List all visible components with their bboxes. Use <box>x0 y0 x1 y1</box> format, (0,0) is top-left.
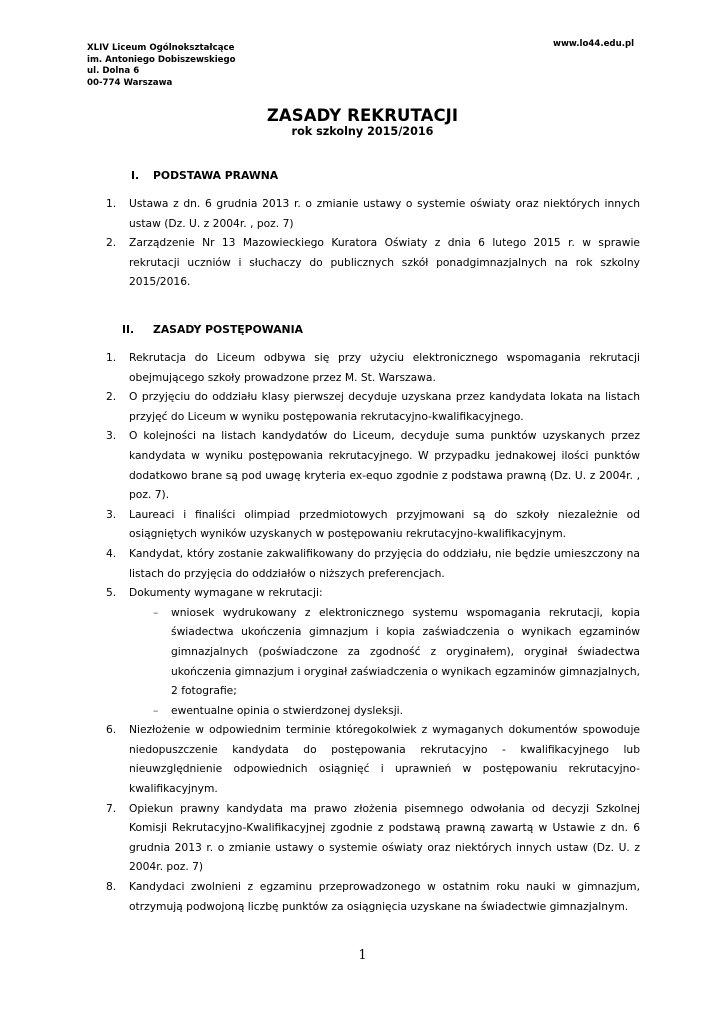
list-item <box>106 387 640 426</box>
dash-bullet: – <box>153 605 159 619</box>
item-text: Rekrutacja do Liceum odbywa się przy użyciu elektronicznego wspomagania rekrutacji obejmującego szkoły prowadzone przez M. St. Warszawa. <box>129 351 640 384</box>
school-name: XLIV Liceum Ogólnokształcące <box>87 43 235 53</box>
item-text: O przyjęciu do oddziału klasy pierwszej decyduje uzyskana przez kandydata lokata na listach przyjęć do Liceum w wyniku postępowania rekrutacyjno-kwalifikacyjnego. <box>129 390 640 423</box>
document-subitem <box>129 603 640 701</box>
item-number: 1. <box>106 197 117 210</box>
list-item <box>106 194 640 233</box>
dash-bullet: – <box>153 703 159 717</box>
legal-basis-list <box>106 194 640 292</box>
list-item <box>106 799 640 877</box>
item-number: 6. <box>106 723 117 737</box>
section-title: PODSTAWA PRAWNA <box>153 169 279 182</box>
item-text: Niezłożenie w odpowiednim terminie któregokolwiek z wymaganych dokumentów spowoduje niedopuszczenie kandydata do postępowania rekrutacyjno - kwalifikacyjnego lub nieuwzględnienie odpowiednich osiągnięć i uprawnień w postępowaniu rekrutacyjno-kwalifikacyjnym. <box>129 723 640 796</box>
section-title: ZASADY POSTĘPOWANIA <box>153 323 303 336</box>
subitem-text: ewentualne opinia o stwierdzonej dysleksji. <box>171 703 404 717</box>
item-number: 8. <box>106 880 117 894</box>
item-number: 4. <box>106 546 117 560</box>
school-patron: im. Antoniego Dobiszewskiego <box>87 54 236 65</box>
page-title: ZASADY REKRUTACJI <box>266 106 459 125</box>
website-url: www.lo44.edu.pl <box>553 39 635 49</box>
school-address <box>87 43 236 89</box>
item-number: 2. <box>106 390 117 404</box>
item-text: Ustawa z dn. 6 grudnia 2013 r. o zmianie ustawy o systemie oświaty oraz niektórych innych ustaw (Dz. U. z 2004r. , poz. 7) <box>129 197 640 230</box>
list-item <box>106 544 640 583</box>
page-number: 1 <box>358 948 367 963</box>
item-number: 7. <box>106 801 117 815</box>
item-text: O kolejności na listach kandydatów do Liceum, decyduje suma punktów uzyskanych przez kandydata w wyniku postępowania rekrutacyjnego. W przypadku jednakowej ilości punktów dodatkowo brane są pod uwagę kryteria ex-equo zgodnie z podstawa prawną (Dz. U. z 2004r. , poz. 7). <box>129 429 640 502</box>
item-number: 1. <box>106 351 117 364</box>
section-number: II. <box>122 323 135 336</box>
section-heading-procedures <box>122 323 303 336</box>
list-item <box>106 348 640 387</box>
list-item <box>106 505 640 544</box>
section-heading-legal-basis <box>131 169 278 182</box>
section-number: I. <box>131 169 140 182</box>
list-item <box>106 233 640 292</box>
item-text: Kandydat, który zostanie zakwalifikowany do przyjęcia do oddziału, nie będzie umieszczony na listach do przyjęcia do oddziałów o niższych preferencjach. <box>129 546 640 580</box>
list-item <box>106 720 640 798</box>
school-city: 00-774 Warszawa <box>87 77 173 88</box>
school-street: ul. Dolna 6 <box>87 66 140 77</box>
page-subtitle: rok szkolny 2015/2016 <box>291 125 434 138</box>
item-number: 5. <box>106 586 117 600</box>
list-item <box>106 877 640 916</box>
item-text: Zarządzenie Nr 13 Mazowieckiego Kuratora Oświaty z dnia 6 lutego 2015 r. w sprawie rekrutacji uczniów i słuchaczy do publicznych szkół ponadgimnazjalnych na rok szkolny 2015/2016. <box>129 236 640 289</box>
document-subitem <box>129 701 640 721</box>
item-number: 3. <box>106 507 117 521</box>
procedures-list <box>106 348 640 916</box>
list-item <box>106 583 640 603</box>
item-text: Laureaci i finaliści olimpiad przedmiotowych przyjmowani są do szkoły niezależnie od osiągniętych wyników uzyskanych w postępowaniu rekrutacyjno-kwalifikacyjnym. <box>129 507 640 541</box>
subitem-text: wniosek wydrukowany z elektronicznego systemu wspomagania rekrutacji, kopia świadectwa ukończenia gimnazjum i kopia zaświadczenia o wynikach egzaminów gimnazjalnych (poświadczone za zgodność z oryginałem), oryginał świadectwa ukończenia gimnazjum i oryginał zaświadczenia o wynikach egzaminów gimnazjalnych, 2 fotografie; <box>171 605 640 698</box>
item-text: Kandydaci zwolnieni z egzaminu przeprowadzonego w ostatnim roku nauki w gimnazjum, otrzymują podwojoną liczbę punktów za osiągnięcia uzyskane na świadectwie gimnazjalnym. <box>129 880 640 913</box>
item-text: Dokumenty wymagane w rekrutacji: <box>129 586 323 600</box>
item-text: Opiekun prawny kandydata ma prawo złożenia pisemnego odwołania od decyzji Szkolnej Komisji Rekrutacyjno-Kwalifikacyjnej zgodnie z podstawą prawną zawartą w Ustawie z dn. 6 grudnia 2013 r. o zmianie ustawy o systemie oświaty oraz niektórych innych ustaw (Dz. U. z 2004r. poz. 7) <box>129 801 640 874</box>
item-number: 2. <box>106 236 117 250</box>
item-number: 3. <box>106 429 117 443</box>
list-item <box>106 426 640 504</box>
